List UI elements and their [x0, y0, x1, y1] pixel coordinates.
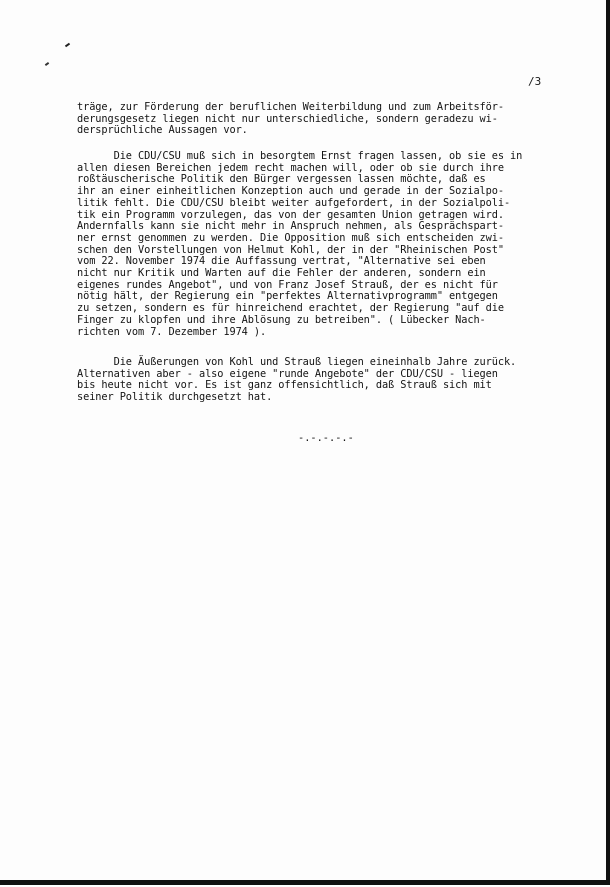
paragraph-kohl-strauss: Die Äußerungen von Kohl und Strauß liegen eineinhalb Jahre zurück. Alternativen aber - also eigene "runde Angebote" der CDU/CSU - liegen bis heute nicht vor. Es ist ganz offensichtlich, daß Strauß sich mit seiner Politik durchgesetzt hat. [77, 356, 517, 404]
paragraph-continuation: träge, zur Förderung der beruflichen Weiterbildung und zum Arbeitsför- derungsgesetz liegen nicht nur unterschiedliche, sondern geradezu wi- dersprüchliche Aussagen vor. [77, 101, 504, 137]
paragraph-cdu-csu: Die CDU/CSU muß sich in besorgtem Ernst fragen lassen, ob sie es in allen diesen Bereichen jedem recht machen will, oder ob sie durch ihre roßtäuscherische Politik den Bürger vergessen lassen möchte, daß es ihr an einer einheitlichen Konzeption auch und gerade in der Sozialpo- litik fehlt. Die CDU/CSU bleibt weiter aufgefordert, in der Sozialpoli- tik ein Programm vorzulegen, das von der gesamten Union getragen wird. Andernfalls kann sie nicht mehr in Anspruch nehmen, als Gesprächspart- ner ernst genommen zu werden. Die Opposition muß sich entscheiden zwi- schen den Vorstellungen von Helmut Kohl, der in der "Rheinischen Post" vom 22. November 1974 die Auffassung vertrat, "Alternative sei eben nicht nur Kritik und Warten auf die Fehler der anderen, sondern ein eigenes rundes Angebot", und von Franz Josef Strauß, der es nicht für nötig hält, der Regierung ein "perfektes Alternativprogramm" entgegen zu setzen, sondern es für hinreichend erachtet, der Regierung "auf die Finger zu klopfen und ihre Ablösung zu betreiben". ( Lübecker Nach- richten vom 7. Dezember 1974 ). [77, 150, 523, 338]
scan-speck [45, 62, 49, 66]
end-divider: -.-.-.-.- [298, 432, 354, 444]
scan-speck [65, 43, 70, 48]
page-number: /3 [528, 75, 542, 88]
